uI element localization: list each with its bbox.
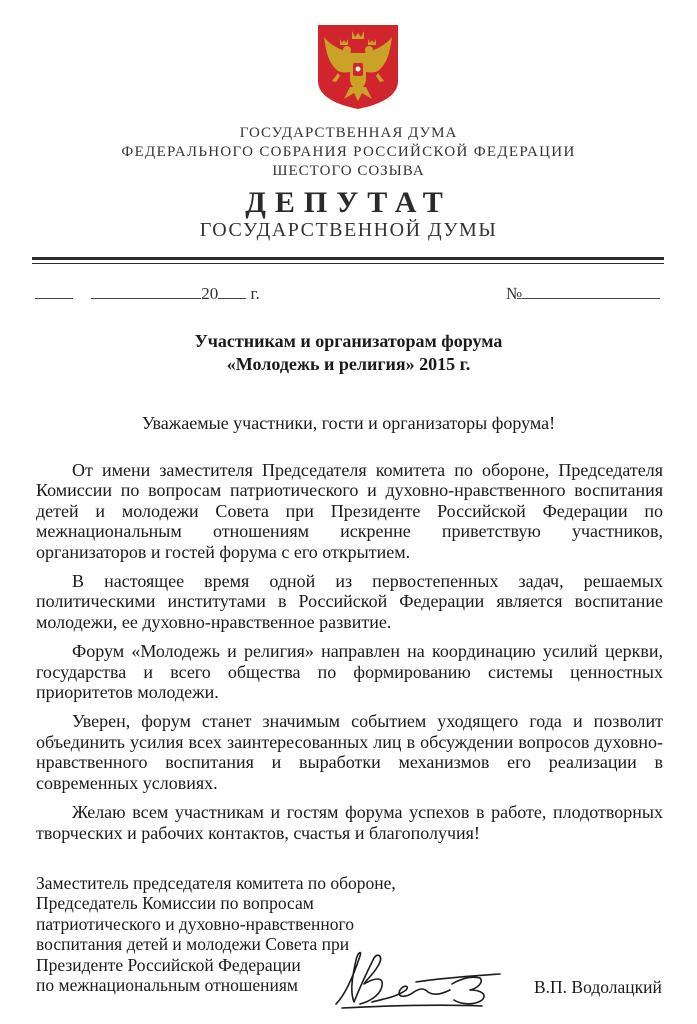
paragraph: Желаю всем участникам и гостям форума успехов в работе, плодотворных творческих и рабочих контактов, счастья и благополучия! (36, 802, 663, 843)
addressee-line-1: Участникам и организаторам форума (194, 331, 503, 351)
month-blank (91, 282, 201, 299)
letter-body (36, 460, 663, 843)
signer-line: Председатель Комиссии по вопросам (36, 893, 314, 914)
date-field (35, 282, 260, 304)
handwritten-signature-icon (332, 944, 512, 1012)
paragraph: Форум «Молодежь и религия» направлен на координацию усилий церкви, государства и всего общества по формированию системы ценностных приоритетов молодежи. (36, 641, 663, 703)
paragraph: От имени заместителя Председателя комитета по обороне, Председателя Комиссии по вопросам патриотического и духовно-нравственного воспитания детей и молодежи Совета при Президенте Российской Федерации по межнациональным отношениям искренне приветствую участников, организаторов и гостей форума с его открытием. (36, 460, 663, 562)
signer-line: Заместитель председателя комитета по обороне, (36, 873, 396, 893)
day-blank (35, 282, 73, 299)
header-line-1: ГОСУДАРСТВЕННАЯ ДУМА (239, 125, 458, 141)
header-rule-thick (32, 257, 664, 260)
addressee-line-2: «Молодежь и религия» 2015 г. (226, 354, 471, 374)
signer-line: патриотического и духовно-нравственного (36, 913, 354, 934)
year-suffix: г. (250, 284, 260, 303)
header-title: ДЕПУТАТ (245, 186, 452, 219)
greeting: Уважаемые участники, гости и организаторы форума! (141, 413, 556, 433)
signer-line: Президенте Российской Федерации (36, 954, 301, 975)
signer-line: по межнациональным отношениям (36, 975, 298, 996)
year-prefix: 20 (201, 284, 219, 303)
signer-name: В.П. Водолацкий (534, 977, 662, 997)
paragraph: Уверен, форум станет значимым событием уходящего года и позволит объединить усилия всех заинтересованных лиц в обсуждении вопросов духовно-нравственного воспитания и выработки механизмов его реализации в современных условиях. (36, 711, 663, 793)
signer-line: воспитания детей и молодежи Совета при (36, 934, 350, 955)
year-blank (218, 282, 246, 299)
header-subtitle: ГОСУДАРСТВЕННОЙ ДУМЫ (199, 219, 498, 241)
russian-coat-of-arms-icon (316, 23, 400, 110)
number-blank (522, 282, 660, 299)
number-sign: № (506, 284, 523, 303)
paragraph: В настоящее время одной из первостепенных задач, решаемых политическими институтами в Российской Федерации является воспитание молодежи, ее духовно-нравственное развитие. (36, 571, 663, 632)
header-rule-thin (32, 263, 664, 264)
header-line-3: ШЕСТОГО СОЗЫВА (272, 163, 425, 179)
number-field (506, 282, 660, 304)
header-line-2: ФЕДЕРАЛЬНОГО СОБРАНИЯ РОССИЙСКОЙ ФЕДЕРАЦИИ (121, 144, 576, 160)
